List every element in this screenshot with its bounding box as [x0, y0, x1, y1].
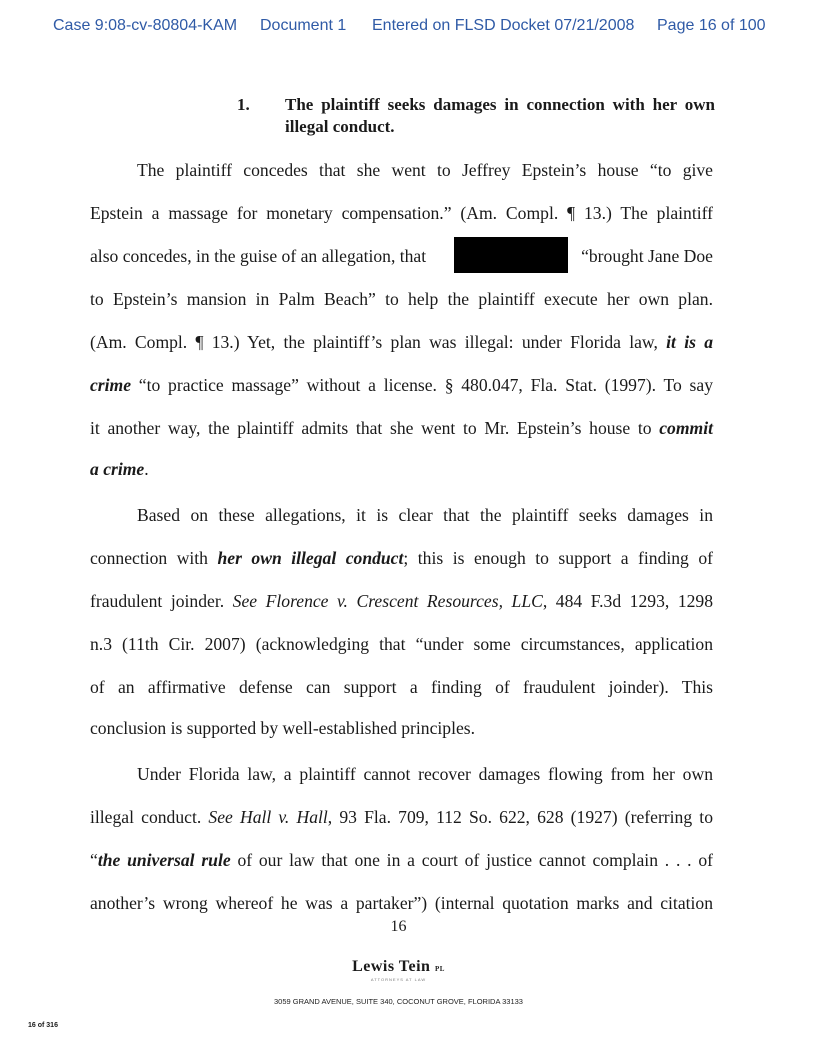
text-run: . — [144, 459, 149, 479]
firm-address: 3059 GRAND AVENUE, SUITE 340, COCONUT GROVE, FLORIDA 33133 — [274, 997, 523, 1006]
body-line — [90, 373, 713, 397]
text-after-redaction: “brought Jane Doe — [581, 246, 713, 266]
firm-suffix: PL — [434, 965, 445, 973]
text-run: “to practice massage” without a license. § 480.047, Fla. Stat. (1997). To say — [131, 375, 713, 395]
text-run: n.3 (11th Cir. 2007) (acknowledging that “under some circumstances, application — [90, 634, 713, 654]
document-number: Document 1 — [260, 17, 347, 34]
body-line — [90, 891, 713, 915]
body-line — [90, 675, 713, 699]
page-number: 16 — [390, 918, 407, 935]
emphasized-text: commit — [659, 418, 713, 438]
text-run: Epstein a massage for monetary compensation.” (Am. Compl. ¶ 13.) The plaintiff — [90, 203, 713, 223]
text-run: to Epstein’s mansion in Palm Beach” to help the plaintiff execute her own plan. — [90, 289, 713, 309]
emphasized-text: crime — [90, 375, 132, 395]
docket-entry: Entered on FLSD Docket 07/21/2008 — [372, 17, 635, 34]
text-run: Based on these allegations, it is clear that the plaintiff seeks damages in — [137, 505, 713, 525]
text-run: also concedes, in the guise of an allegation, that — [90, 246, 427, 266]
text-run: of our law that one in a court of justice cannot complain . . . of — [230, 850, 713, 870]
body-line — [90, 416, 713, 440]
body-line — [90, 805, 713, 829]
emphasized-text: it is a — [666, 332, 713, 352]
text-run: illegal conduct. — [90, 807, 209, 827]
emphasized-text: See Florence v. Crescent Resources, LLC — [232, 591, 543, 611]
firm-tagline: ATTORNEYS AT LAW — [370, 977, 427, 982]
heading-number: 1. — [237, 95, 250, 114]
text-run: fraudulent joinder. — [90, 591, 233, 611]
body-line — [90, 632, 713, 656]
body-line — [90, 330, 713, 354]
emphasized-text: See Hall v. Hall — [208, 807, 328, 827]
text-run: another’s wrong whereof he was a partaker”) (internal quotation marks and citation — [90, 893, 713, 913]
emphasized-text: a crime — [90, 459, 145, 479]
text-run: connection with — [90, 548, 218, 568]
body-line — [90, 201, 713, 225]
redaction-block — [454, 237, 568, 273]
body-line — [137, 762, 713, 786]
page-of-total: Page 16 of 100 — [657, 17, 766, 34]
body-line — [90, 287, 713, 311]
firm-name: Lewis Tein — [352, 958, 431, 975]
text-run: “ — [90, 850, 98, 870]
text-run: , 484 F.3d 1293, 1298 — [542, 591, 714, 611]
body-line — [90, 848, 713, 872]
body-line — [90, 716, 713, 740]
text-run: of an affirmative defense can support a finding of fraudulent joinder). This — [90, 677, 713, 697]
body-line — [90, 546, 713, 570]
text-run: (Am. Compl. ¶ 13.) Yet, the plaintiff’s plan was illegal: under Florida law, — [90, 332, 667, 352]
body-line — [90, 457, 713, 481]
firm-logo — [0, 958, 797, 976]
body-line — [90, 589, 713, 613]
overall-page-count: 16 of 316 — [28, 1022, 58, 1029]
emphasized-text: her own illegal conduct — [217, 548, 404, 568]
text-run: Under Florida law, a plaintiff cannot recover damages flowing from her own — [137, 764, 713, 784]
text-run: it another way, the plaintiff admits that she went to Mr. Epstein’s house to — [90, 418, 660, 438]
heading-text: The plaintiff seeks damages in connection with her own illegal conduct. — [285, 95, 715, 136]
body-line — [137, 503, 713, 527]
body-line — [137, 158, 713, 182]
case-number: Case 9:08-cv-80804-KAM — [53, 17, 238, 34]
text-run: conclusion is supported by well-established principles. — [90, 718, 476, 738]
text-run: The plaintiff concedes that she went to Jeffrey Epstein’s house “to give — [137, 160, 713, 180]
text-run: ; this is enough to support a finding of — [403, 548, 714, 568]
text-run: , 93 Fla. 709, 112 So. 622, 628 (1927) (referring to — [327, 807, 713, 827]
emphasized-text: the universal rule — [97, 850, 231, 870]
